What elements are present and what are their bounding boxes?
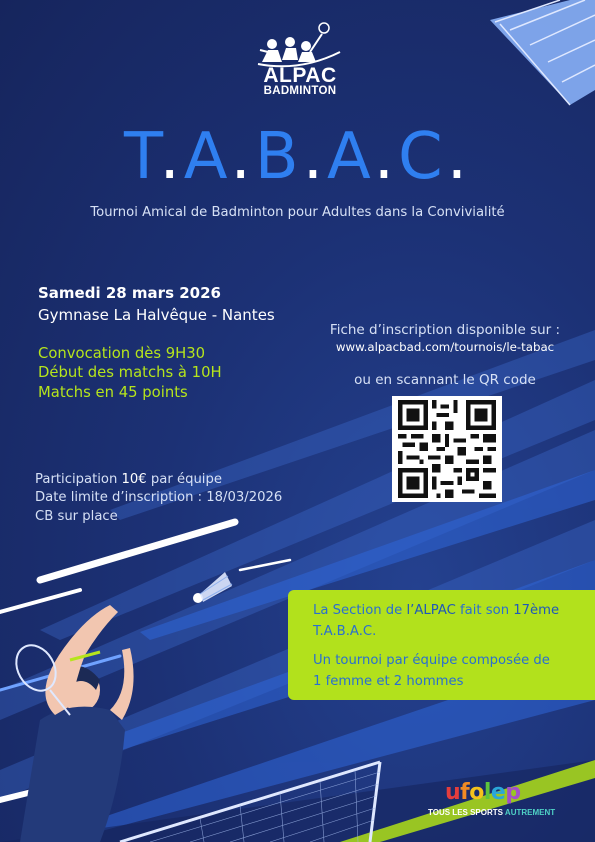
payment-method: CB sur place xyxy=(35,509,118,524)
title-letter: T xyxy=(123,120,160,194)
highlight-line: T.A.B.A.C. xyxy=(313,624,377,639)
registration-url[interactable]: www.alpacbad.com/tournois/le-tabac xyxy=(335,340,555,354)
shuttlecock-large-icon xyxy=(490,0,595,105)
highlight-line: 1 femme et 2 hommes xyxy=(313,674,464,689)
qr-code[interactable] xyxy=(392,396,502,502)
title-letter: A xyxy=(183,120,231,194)
sponsor-logo: ufolep xyxy=(445,780,521,805)
subtitle: Tournoi Amical de Badminton pour Adultes dans la Convivialité xyxy=(90,205,505,220)
event-date: Samedi 28 mars 2026 xyxy=(38,284,221,302)
players-logo-icon xyxy=(258,23,340,66)
event-venue: Gymnase La Halvêque - Nantes xyxy=(38,306,275,324)
title-letter: B xyxy=(254,120,303,194)
qr-instruction: ou en scannant le QR code xyxy=(354,372,536,388)
title-letter: A xyxy=(327,120,374,194)
logo-subtitle: BADMINTON xyxy=(263,85,337,97)
title-letter: C xyxy=(398,120,447,194)
match-start-time: Début des matchs à 10H xyxy=(38,364,222,381)
highlight-line: Un tournoi par équipe composée de xyxy=(313,653,550,668)
highlight-line: La Section de l’ALPAC fait son 17ème xyxy=(313,603,560,618)
participation-fee: Participation 10€ par équipe xyxy=(35,472,222,487)
sponsor-tagline: TOUS LES SPORTS AUTREMENT xyxy=(428,808,556,817)
page-title: T.A.B.A.C. xyxy=(123,120,472,194)
logo-name: ALPAC xyxy=(263,64,337,87)
match-format: Matchs en 45 points xyxy=(38,384,188,401)
registration-label: Fiche d’inscription disponible sur : xyxy=(329,322,561,338)
convocation-time: Convocation dès 9H30 xyxy=(38,345,206,362)
registration-deadline: Date limite d’inscription : 18/03/2026 xyxy=(35,490,283,505)
